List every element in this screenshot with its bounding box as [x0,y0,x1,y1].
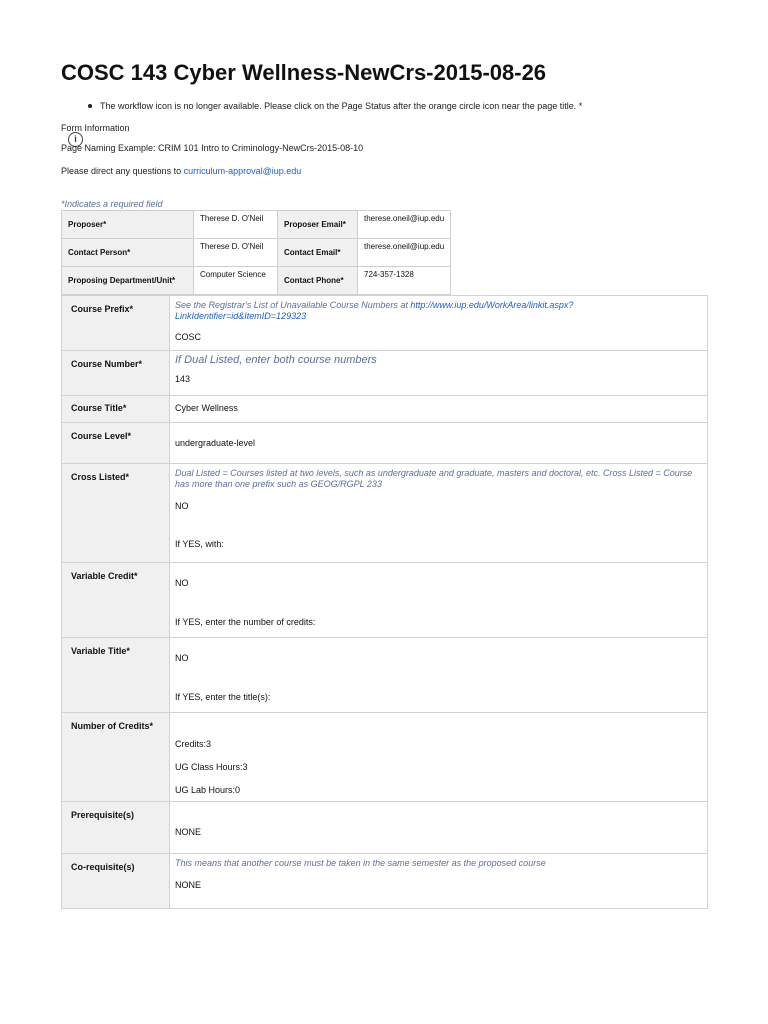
table-row [62,423,708,464]
course-number-cell [170,351,708,396]
table-row [62,638,708,713]
cross-listed-followup: If YES, with: [175,539,224,549]
variable-title-label: Variable Title* [62,638,170,713]
table-row [62,854,708,909]
cross-listed-cell [170,464,708,563]
variable-credit-cell [170,563,708,638]
table-row [62,563,708,638]
contact-phone-label: Contact Phone* [278,267,358,295]
table-row [62,464,708,563]
table-row [62,802,708,854]
ug-class-hours-value: UG Class Hours:3 [175,762,248,772]
questions-email-link[interactable]: curriculum-approval@iup.edu [183,166,302,176]
questions-line [61,166,301,176]
table-row [62,713,708,802]
contact-phone-value: 724-357-1328 [358,267,451,295]
corequisites-hint: This means that another course must be taken in the same semester as the proposed course [175,858,546,868]
proposer-email-label: Proposer Email* [278,211,358,239]
prerequisites-label: Prerequisite(s) [62,802,170,854]
unavailable-numbers-link[interactable]: http://www.iup.edu/WorkArea/linkit.aspx?LinkIdentifier=id&ItemID=129323 [175,300,574,321]
prerequisites-value: NONE [175,827,202,837]
course-level-value: undergraduate-level [175,438,256,448]
table-row [62,351,708,396]
course-number-hint: If Dual Listed, enter both course numbers [175,354,377,366]
proposer-label: Proposer* [62,211,194,239]
course-number-label: Course Number* [62,351,170,396]
course-level-label: Course Level* [62,423,170,464]
prerequisites-cell [170,802,708,854]
proposer-value: Therese D. O'Neil [194,211,278,239]
course-title-label: Course Title* [62,396,170,423]
course-prefix-hint-text: See the Registrar's List of Unavailable Course Numbers at [175,300,411,310]
ug-lab-hours-value: UG Lab Hours:0 [175,785,241,795]
cross-listed-value: NO [175,501,189,511]
contact-email-value: therese.oneil@iup.edu [358,239,451,267]
course-number-value: 143 [175,374,191,384]
corequisites-label: Co-requisite(s) [62,854,170,909]
table-row [62,396,708,423]
contact-person-value: Therese D. O'Neil [194,239,278,267]
proposer-email-value: therese.oneil@iup.edu [358,211,451,239]
department-value: Computer Science [194,267,278,295]
contact-person-label: Contact Person* [62,239,194,267]
variable-credit-label: Variable Credit* [62,563,170,638]
course-prefix-value: COSC [175,332,202,342]
workflow-notice-text: The workflow icon is no longer available. Please click on the Page Status after the orange circle icon near the page title. * [100,101,583,111]
cross-listed-hint: Dual Listed = Courses listed at two levels, such as undergraduate and graduate, masters and doctoral, etc. Cross Listed = Course has more than one prefix such as GEOG/RGPL 233 [175,468,693,489]
corequisites-value: NONE [175,880,202,890]
number-of-credits-cell [170,713,708,802]
variable-credit-followup: If YES, enter the number of credits: [175,617,316,627]
course-level-cell [170,423,708,464]
required-field-note: *Indicates a required field [61,199,163,209]
questions-text: Please direct any questions to [61,166,184,176]
page-naming-example: Page Naming Example: CRIM 101 Intro to Criminology-NewCrs-2015-08-10 [61,143,364,153]
variable-title-followup: If YES, enter the title(s): [175,692,271,702]
workflow-notice [88,101,582,111]
credits-value: Credits:3 [175,739,212,749]
course-prefix-cell [170,296,708,351]
department-label: Proposing Department/Unit* [62,267,194,295]
number-of-credits-label: Number of Credits* [62,713,170,802]
course-details-table [61,295,708,909]
info-icon[interactable]: i [68,132,83,147]
variable-title-value: NO [175,653,189,663]
proposer-table [61,210,451,295]
variable-title-cell [170,638,708,713]
contact-email-label: Contact Email* [278,239,358,267]
form-information-label: Form Information [61,123,130,133]
course-title-value: Cyber Wellness [170,396,708,423]
table-row [62,296,708,351]
page-title: COSC 143 Cyber Wellness-NewCrs-2015-08-26 [61,60,547,85]
variable-credit-value: NO [175,578,189,588]
course-prefix-hint [175,300,573,321]
bullet-dot-icon [88,104,92,108]
cross-listed-label: Cross Listed* [62,464,170,563]
corequisites-cell [170,854,708,909]
course-prefix-label: Course Prefix* [62,296,170,351]
